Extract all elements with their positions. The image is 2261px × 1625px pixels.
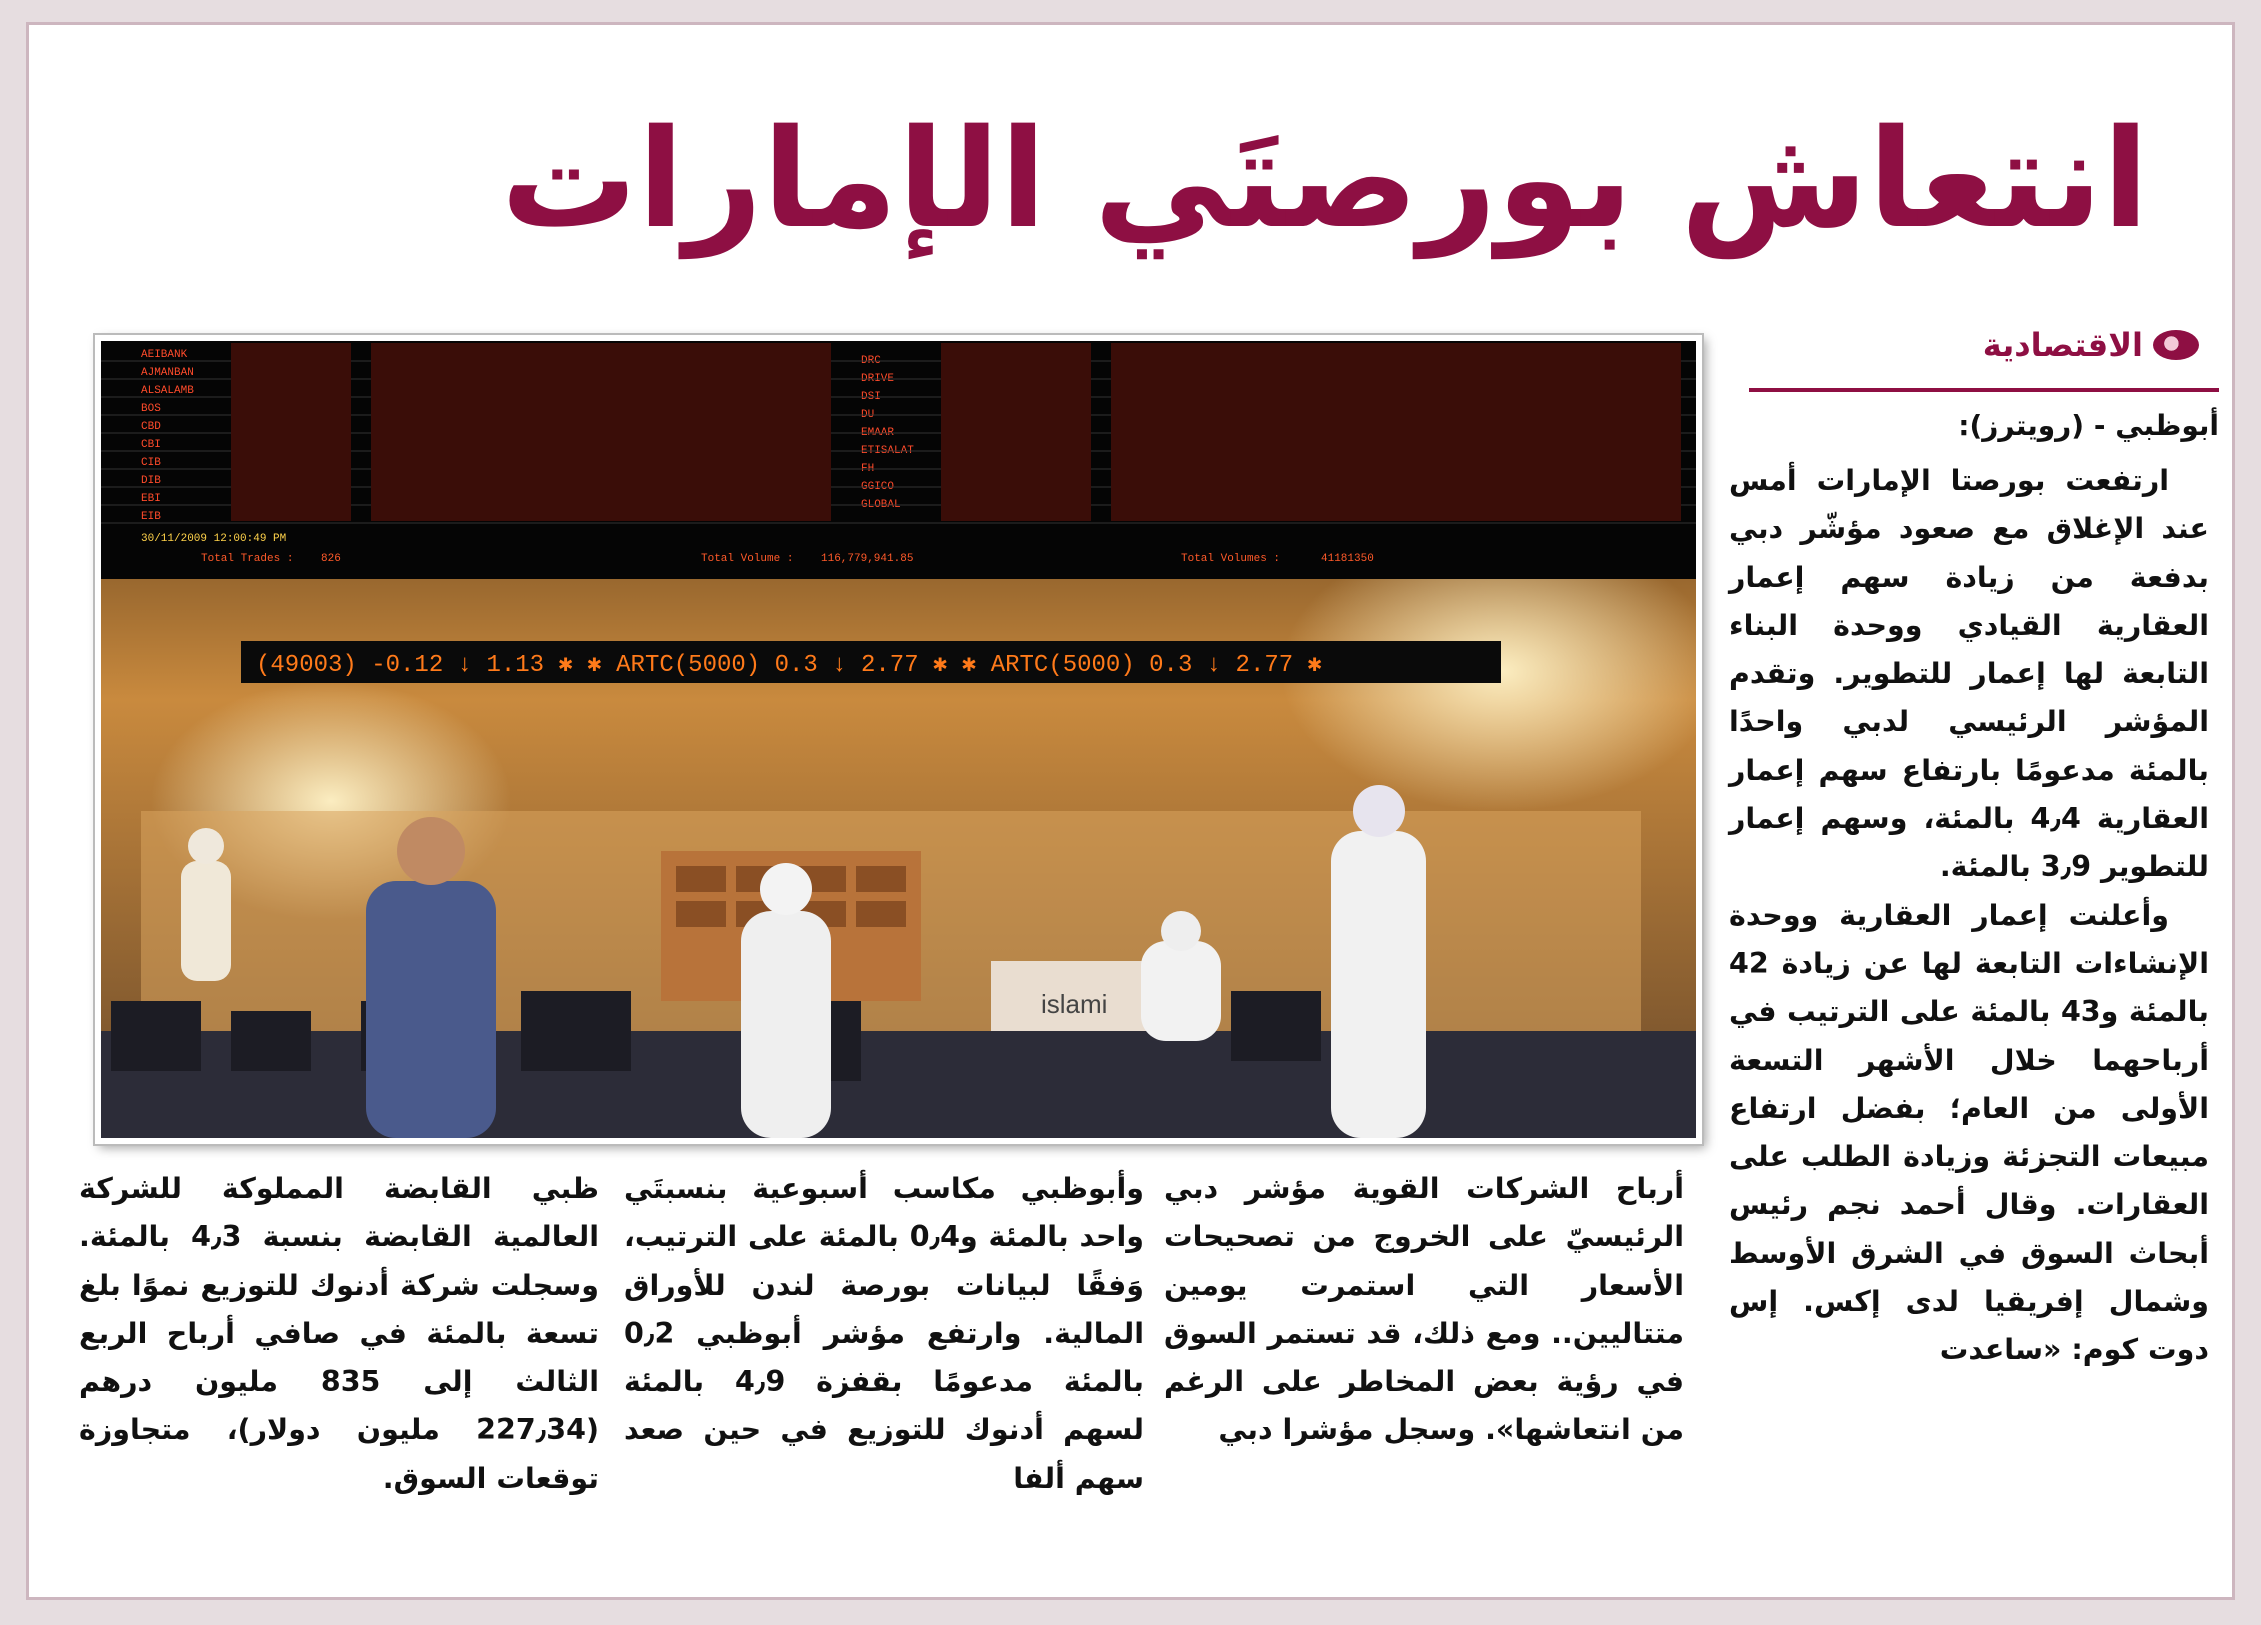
stock-code: ETISALAT bbox=[861, 445, 914, 457]
section-label: الاقتصادية bbox=[1982, 326, 2143, 364]
total-volume-label: Total Volume : bbox=[701, 553, 794, 565]
article-paragraph: ظبي القابضة المملوكة للشركة العالمية القابضة بنسبة 4٫3 بالمئة. وسجلت شركة أدنوك للتوزيع نموًا بلغ تسعة بالمئة في صافي أرباح الربع الثالث إلى 835 مليون درهم (227٫34 مليون دولار)، متجاوزة توقعات السوق. bbox=[79, 1172, 600, 1495]
stock-code: GGICO bbox=[861, 481, 895, 493]
article-paragraph: وأبوظبي مكاسب أسبوعية بنسبتَي واحد بالمئة و0٫4 بالمئة على الترتيب، وَفقًا لبيانات بورصة لندن للأوراق المالية. وارتفع مؤشر أبوظبي 0٫2 بالمئة مدعومًا بقفزة 4٫9 بالمئة لسهم أدنوك للتوزيع في حين صعد سهم ألفا bbox=[624, 1172, 1144, 1495]
stock-code: CBI bbox=[141, 439, 161, 451]
stock-exchange-photo bbox=[95, 335, 1702, 1144]
article-column-1 bbox=[1729, 457, 2209, 1577]
stock-code: BOS bbox=[141, 403, 161, 415]
bank-sign-text: islami bbox=[1041, 989, 1108, 1019]
article-column-3 bbox=[624, 1165, 1144, 1585]
stock-code: DSI bbox=[861, 391, 881, 403]
stock-code: FH bbox=[861, 463, 875, 475]
article-column-2 bbox=[1164, 1165, 1684, 1585]
newspaper-logo-icon bbox=[2153, 330, 2199, 360]
total-trades-value: 826 bbox=[321, 553, 341, 565]
total-trades-label: Total Trades : bbox=[201, 553, 294, 565]
stock-code: AJMANBAN bbox=[141, 367, 194, 379]
section-tag bbox=[1879, 315, 2199, 375]
stock-code: DIB bbox=[141, 475, 161, 487]
article-column-4 bbox=[79, 1165, 599, 1585]
article-paragraph: ارتفعت بورصتا الإمارات أمس عند الإغلاق مع صعود مؤشّر دبي بدفعة من زيادة سهم إعمار العقارية القيادي ووحدة البناء التابعة لها إعمار للتطوير. وتقدم المؤشر الرئيسي لدبي واحدًا بالمئة مدعومًا بارتفاع سهم إعمار العقارية 4٫4 بالمئة، وسهم إعمار للتطوير 3٫9 بالمئة. bbox=[1729, 464, 2209, 884]
stock-code: CIB bbox=[141, 457, 161, 469]
stock-code: CBD bbox=[141, 421, 161, 433]
stock-code: AEIBANK bbox=[141, 349, 188, 361]
stock-code: EIB bbox=[141, 511, 161, 523]
total-volumes-label: Total Volumes : bbox=[1181, 553, 1281, 565]
stock-code: DRIVE bbox=[861, 373, 895, 385]
headline: انتعاش بورصتَي الإمارات bbox=[500, 101, 2149, 259]
ticker-text: (49003) -0.12 ↓ 1.13 ✱ ✱ ARTC(5000) 0.3 ↓ 2.77 ✱ ✱ ARTC(5000) 0.3 ↓ 2.77 ✱ bbox=[256, 652, 1323, 679]
stock-code: ALSALAMB bbox=[141, 385, 194, 397]
newspaper-page bbox=[26, 22, 2235, 1600]
stock-code: DRC bbox=[861, 355, 881, 367]
board-datetime: 30/11/2009 12:00:49 PM bbox=[141, 533, 287, 545]
total-volumes-value: 41181350 bbox=[1321, 553, 1374, 565]
article-paragraph: أرباح الشركات القوية مؤشر دبي الرئيسيّ على الخروج من تصحيحات الأسعار التي استمرت يومين متتاليين.. ومع ذلك، قد تستمر السوق في رؤية بعض المخاطر على الرغم من انتعاشها». وسجل مؤشرا دبي bbox=[1164, 1172, 1684, 1447]
total-volume-value: 116,779,941.85 bbox=[821, 553, 914, 565]
stock-code: EBI bbox=[141, 493, 161, 505]
stock-code: DU bbox=[861, 409, 875, 421]
dateline: أبوظبي - (رويترز): bbox=[1958, 409, 2219, 442]
stock-code: EMAAR bbox=[861, 427, 895, 439]
section-divider bbox=[1749, 388, 2219, 392]
article-paragraph: وأعلنت إعمار العقارية ووحدة الإنشاءات التابعة لها عن زيادة 42 بالمئة و43 بالمئة على الترتيب في أرباحهما خلال الأشهر التسعة الأولى من العام؛ بفضل ارتفاع مبيعات التجزئة وزيادة الطلب على العقارات. وقال أحمد نجم رئيس أبحاث السوق في الشرق الأوسط وشمال إفريقيا لدى إكس. إس دوت كوم: «ساعدت bbox=[1729, 898, 2209, 1367]
stock-code: GLOBAL bbox=[861, 499, 901, 511]
